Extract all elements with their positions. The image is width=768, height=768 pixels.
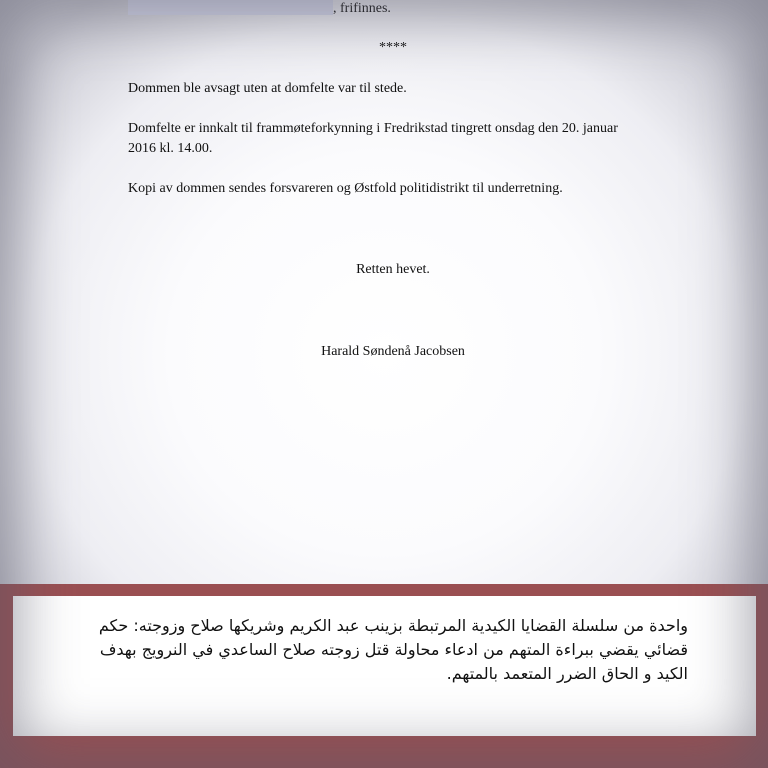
judge-signature: Harald Søndenå Jacobsen (321, 344, 465, 359)
paragraph-copy-notice: Kopi av dommen sendes forsvareren og Østfold politidistrikt til underretning. (128, 181, 563, 196)
arabic-caption: واحدة من سلسلة القضايا الكيدية المرتبطة بزينب عبد الكريم وشريكها صلاح وزوجته: حكم قضائي يقضي ببراءة المتهم من ادعاء محاولة قتل زوجته صلاح الساعدي في النرويج بهدف الكيد و الحاق الضرر المتعمد بالمتهم. (98, 616, 688, 683)
paragraph-summons-line-2: 2016 kl. 14.00. (128, 141, 213, 156)
paragraph-verdict-absence: Dommen ble avsagt uten at domfelte var til stede. (128, 81, 407, 96)
caption-box (13, 596, 756, 736)
section-separator: **** (379, 40, 407, 55)
paragraph-summons-line-1: Domfelte er innkalt til frammøteforkynning i Fredrikstad tingrett onsdag den 20. januar (128, 121, 618, 136)
closing-statement: Retten hevet. (356, 262, 430, 277)
acquittal-text: , frifinnes. (333, 1, 391, 16)
redaction-block (128, 0, 333, 15)
acquittal-line (128, 0, 391, 17)
